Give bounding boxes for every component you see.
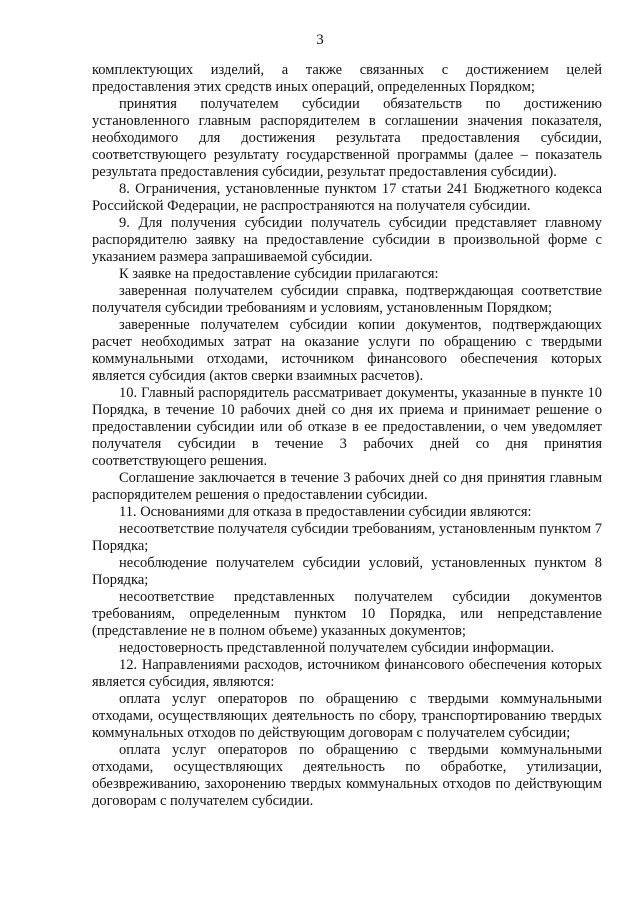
paragraph-item-12: 12. Направлениями расходов, источником финансового обеспечения которых является субсидия, являются: xyxy=(92,657,602,690)
paragraph-refusal-requirements: несоответствие получателя субсидии требованиям, установленным пунктом 7 Порядка; xyxy=(92,521,602,554)
document-body xyxy=(92,62,602,810)
paragraph-refusal-documents: несоответствие представленных получателем субсидии документов требованиям, определенным пунктом 10 Порядка, или непредставление (представление не в полном объеме) указанных документов; xyxy=(92,589,602,639)
paragraph-item-9: 9. Для получения субсидии получатель субсидии представляет главному распорядителю заявку на предоставление субсидии в произвольной форме с указанием размера запрашиваемой субсидии. xyxy=(92,215,602,265)
paragraph-attachment-copies: заверенные получателем субсидии копии документов, подтверждающих расчет необходимых затрат на оказание услуги по обращению с твердыми коммунальными отходами, источником финансового обеспечения которых является субсидия (актов сверки взаимных расчетов). xyxy=(92,317,602,384)
paragraph-attachments-intro: К заявке на предоставление субсидии прилагаются: xyxy=(119,266,439,282)
paragraph-continuation: комплектующих изделий, а также связанных с достижением целей предоставления этих средств иных операций, определенных Порядком; xyxy=(92,62,602,95)
paragraph-item-10: 10. Главный распорядитель рассматривает документы, указанные в пункте 10 Порядка, в течение 10 рабочих дней со дня их приема и принимает решение о предоставлении субсидии или об отказе в ее предоставлении, о чем уведомляет получателя субсидии в течение 3 рабочих дней со дня принятия соответствующего решения. xyxy=(92,385,602,469)
page-number: 3 xyxy=(316,32,324,48)
paragraph-refusal-conditions: несоблюдение получателем субсидии условий, установленных пунктом 8 Порядка; xyxy=(92,555,602,588)
paragraph-refusal-information: недостоверность представленной получателем субсидии информации. xyxy=(119,640,555,656)
paragraph-item-8: 8. Ограничения, установленные пунктом 17 статьи 241 Бюджетного кодекса Российской Федерации, не распространяются на получателя субсидии. xyxy=(92,181,602,214)
paragraph-obligation-item: принятия получателем субсидии обязательств по достижению установленного главным распорядителем в соглашении значения показателя, необходимого для достижения результата предоставления субсидии, соответствующего результату государственной программы (далее – показатель результата предоставления субсидии, результат предоставления субсидии). xyxy=(92,96,602,180)
paragraph-attachment-certificate: заверенная получателем субсидии справка, подтверждающая соответствие получателя субсидии требованиям и условиям, установленным Порядком; xyxy=(92,283,602,316)
paragraph-expense-collection: оплата услуг операторов по обращению с твердыми коммунальными отходами, осуществляющих деятельность по сбору, транспортированию твердых коммунальных отходов по действующим договорам с получателем субсидии; xyxy=(92,691,602,741)
paragraph-expense-processing: оплата услуг операторов по обращению с твердыми коммунальными отходами, осуществляющих деятельность по обработке, утилизации, обезвреживанию, захоронению твердых коммунальных отходов по действующим договорам с получателем субсидии. xyxy=(92,742,602,809)
paragraph-item-11: 11. Основаниями для отказа в предоставлении субсидии являются: xyxy=(119,504,532,520)
paragraph-agreement: Соглашение заключается в течение 3 рабочих дней со дня принятия главным распорядителем решения о предоставлении субсидии. xyxy=(92,470,602,503)
